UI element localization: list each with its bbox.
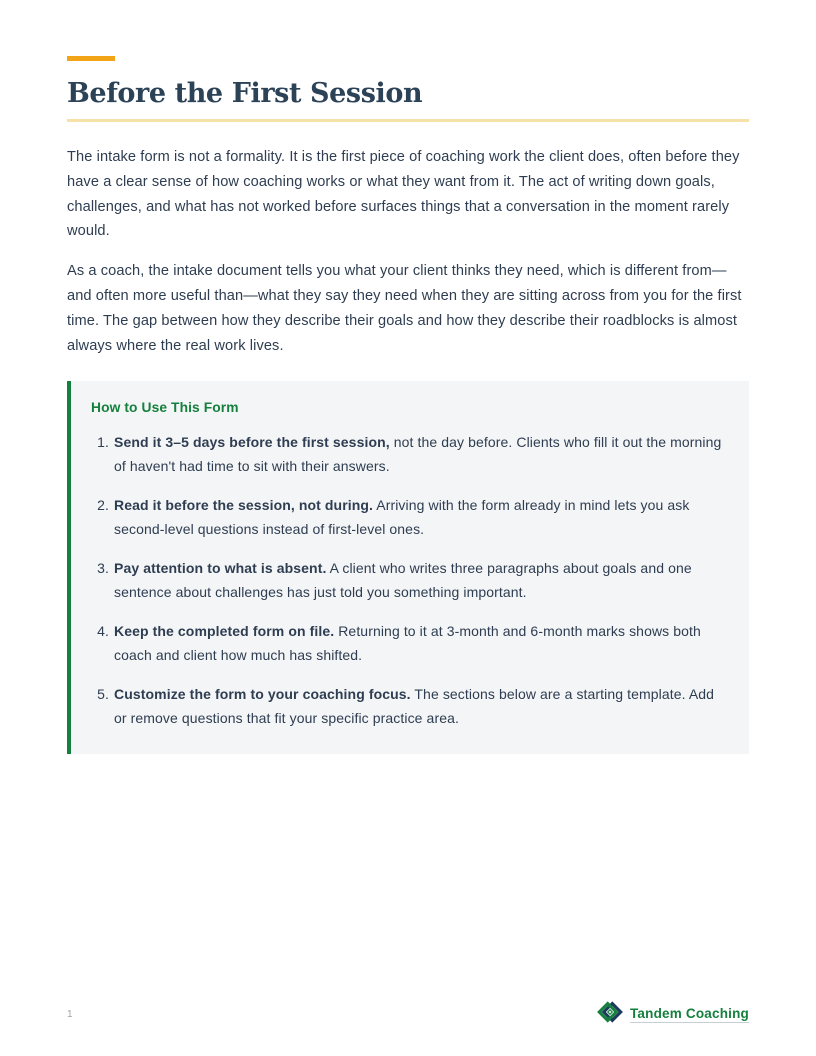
- how-to-use-list: [91, 431, 723, 730]
- brand-link[interactable]: [597, 999, 749, 1030]
- list-item: [91, 494, 723, 541]
- page-number: 1: [67, 1009, 73, 1020]
- how-to-use-callout: [67, 381, 749, 754]
- page-footer: [67, 999, 749, 1030]
- intro-paragraph: As a coach, the intake document tells you what your client thinks they need, which is different from—and often more useful than—what they say they need when they are sitting across from you for the first time. The gap between how they describe their goals and how they describe their roadblocks is almost always where the real work lives.: [67, 263, 742, 354]
- list-item-number: 2.: [97, 497, 109, 514]
- list-item-number: 5.: [97, 686, 109, 703]
- list-item-text: Keep the completed form on file. Returning to it at 3-month and 6-month marks shows both coach and client how much has shifted.: [114, 623, 701, 663]
- list-item-number: 3.: [97, 560, 109, 577]
- list-item-text: Customize the form to your coaching focus. The sections below are a starting template. Add or remove questions that fit your specific practice area.: [114, 686, 715, 726]
- tandem-logo-icon: [597, 999, 623, 1030]
- list-item-text: Read it before the session, not during. Arriving with the form already in mind lets you ask second-level questions instead of first-level ones.: [114, 497, 690, 537]
- list-item: [91, 683, 723, 730]
- list-item-number: 1.: [97, 434, 109, 451]
- brand-name: Tandem Coaching: [629, 1006, 749, 1021]
- title-rule: [67, 119, 749, 122]
- list-item-text: Pay attention to what is absent. A client who writes three paragraphs about goals and one sentence about challenges has just told you something important.: [114, 560, 692, 600]
- callout-heading: How to Use This Form: [91, 400, 239, 416]
- list-item: [91, 620, 723, 667]
- intro-paragraph: The intake form is not a formality. It is the first piece of coaching work the client does, often before they have a clear sense of how coaching works or what they want from it. The act of writing down goals, challenges, and what has not worked before surfaces things that a conversation in the moment rarely would.: [67, 149, 740, 240]
- page-title: Before the First Session: [67, 78, 423, 109]
- list-item-text: Send it 3–5 days before the first session, not the day before. Clients who fill it out the morning of haven't had time to sit with their answers.: [114, 434, 722, 474]
- list-item: [91, 431, 723, 478]
- list-item: [91, 557, 723, 604]
- list-item-number: 4.: [97, 623, 109, 640]
- title-accent-bar: [67, 56, 115, 61]
